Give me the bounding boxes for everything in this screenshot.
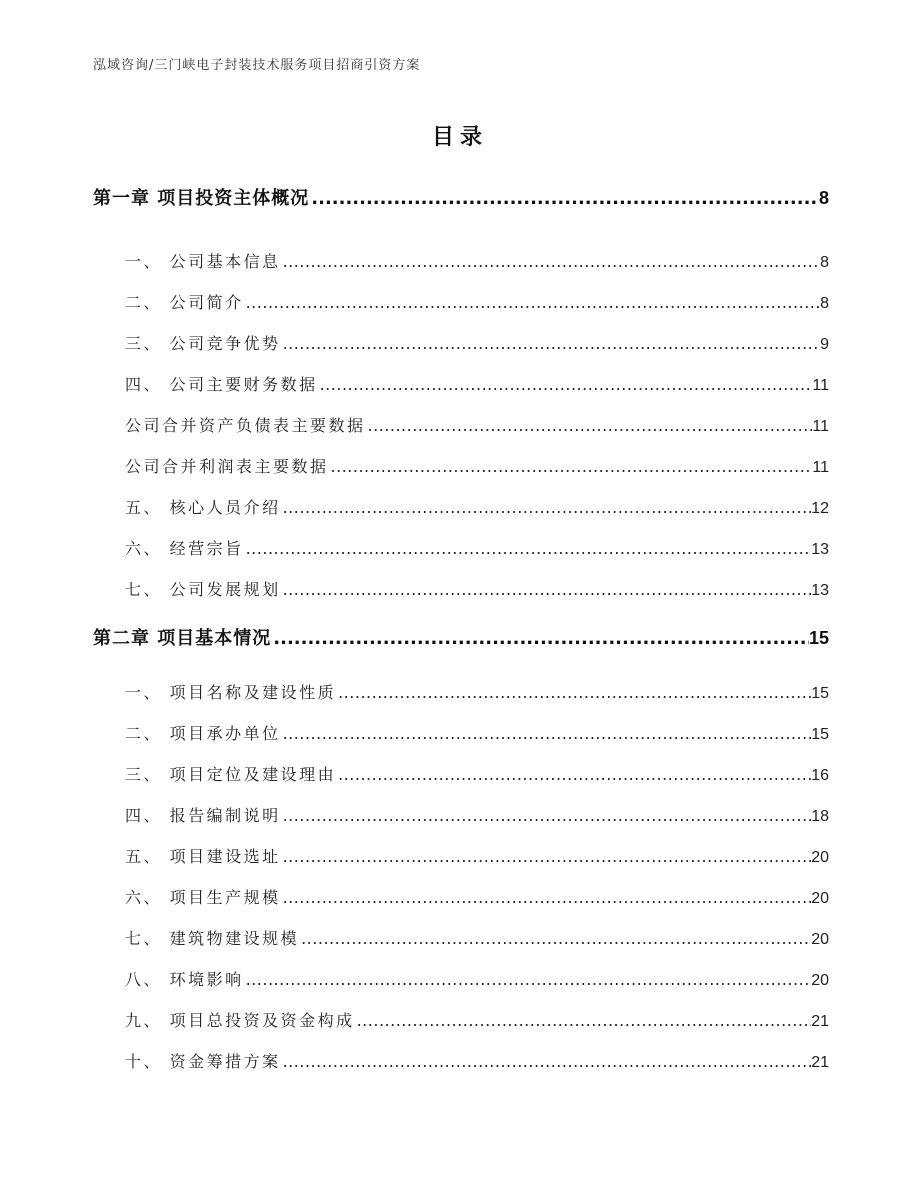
toc-page-number: 11 (812, 459, 829, 476)
toc-entry-label: 一、 项目名称及建设性质 (125, 683, 337, 702)
toc-dot-leader (311, 188, 819, 209)
toc-section-entry[interactable] (93, 577, 829, 600)
toc-page-number: 8 (820, 254, 829, 271)
toc-page-number: 8 (820, 295, 829, 312)
toc-section-entry[interactable] (93, 372, 829, 395)
toc-section-entry[interactable] (93, 1049, 829, 1072)
toc-entry-label: 二、 项目承办单位 (125, 724, 281, 743)
toc-section-entry[interactable] (93, 331, 829, 354)
toc-dot-leader (283, 888, 812, 907)
toc-entry-label: 第二章 项目基本情况 (93, 628, 272, 649)
toc-entry-label: 九、 项目总投资及资金构成 (125, 1011, 355, 1030)
toc-page-number: 21 (811, 1054, 829, 1071)
toc-dot-leader (283, 1052, 812, 1071)
toc-dot-leader (246, 970, 812, 989)
toc-page-number: 20 (811, 931, 829, 948)
toc-section-entry[interactable] (93, 495, 829, 518)
toc-entry-label: 三、 公司竞争优势 (125, 334, 281, 353)
toc-chapter-entry[interactable] (93, 184, 829, 210)
toc-dot-leader (283, 334, 821, 353)
toc-dot-leader (357, 1011, 812, 1030)
toc-dot-leader (273, 628, 809, 649)
toc-dot-leader (338, 683, 811, 702)
toc-dot-leader (320, 375, 813, 394)
toc-section-entry[interactable] (93, 926, 829, 949)
toc-section-entry[interactable] (93, 1008, 829, 1031)
toc-dot-leader (283, 847, 812, 866)
toc-page-number: 16 (811, 767, 829, 784)
toc-dot-leader (283, 724, 812, 743)
toc-entry-label: 八、 环境影响 (125, 970, 244, 989)
toc-page-number: 21 (811, 1013, 829, 1030)
toc-entry-label: 十、 资金筹措方案 (125, 1052, 281, 1071)
toc-section-entry[interactable] (93, 536, 829, 559)
toc-entry-label: 五、 项目建设选址 (125, 847, 281, 866)
toc-entry-label: 四、 报告编制说明 (125, 806, 281, 825)
toc-section-entry[interactable] (93, 454, 829, 477)
toc-dot-leader (283, 806, 812, 825)
toc-page-number: 15 (808, 628, 829, 648)
toc-entry-label: 公司合并利润表主要数据 (125, 457, 329, 476)
toc-entry-label: 五、 核心人员介绍 (125, 498, 281, 517)
toc-page-number: 20 (811, 849, 829, 866)
toc-page-number: 15 (811, 685, 829, 702)
toc-entry-label: 二、 公司简介 (125, 293, 244, 312)
toc-dot-leader (283, 580, 812, 599)
toc-section-entry[interactable] (93, 413, 829, 436)
toc-section-entry[interactable] (93, 885, 829, 908)
toc-page-number: 15 (811, 726, 829, 743)
toc-title: 目录 (431, 125, 488, 150)
toc-dot-leader (283, 498, 812, 517)
toc-entry-label: 三、 项目定位及建设理由 (125, 765, 337, 784)
toc-entry-label: 一、 公司基本信息 (125, 252, 281, 271)
toc-page-number: 11 (812, 418, 829, 435)
toc-entry-label: 公司合并资产负债表主要数据 (125, 416, 366, 435)
toc-dot-leader (246, 293, 821, 312)
toc-page-number: 8 (818, 188, 829, 208)
toc-page-number: 11 (812, 377, 829, 394)
toc-entry-label: 四、 公司主要财务数据 (125, 375, 318, 394)
toc-entry-label: 七、 建筑物建设规模 (125, 929, 300, 948)
toc-section-entry[interactable] (93, 967, 829, 990)
toc-entry-label: 第一章 项目投资主体概况 (93, 188, 310, 209)
toc-dot-leader (283, 252, 821, 271)
document-header: 泓域咨询/三门峡电子封装技术服务项目招商引资方案 (93, 58, 421, 73)
toc-dot-leader (301, 929, 811, 948)
toc-entry-label: 七、 公司发展规划 (125, 580, 281, 599)
toc-dot-leader (338, 765, 811, 784)
toc-page-number: 12 (811, 500, 829, 517)
toc-page-number: 18 (811, 808, 829, 825)
toc-section-entry[interactable] (93, 762, 829, 785)
toc-dot-leader (246, 539, 812, 558)
toc-dot-leader (368, 416, 813, 435)
toc-section-entry[interactable] (93, 803, 829, 826)
toc-section-entry[interactable] (93, 249, 829, 272)
toc-chapter-entry[interactable] (93, 624, 829, 650)
toc-dot-leader (331, 457, 813, 476)
toc-page-number: 20 (811, 972, 829, 989)
toc-page-number: 13 (811, 541, 829, 558)
toc-section-entry[interactable] (93, 721, 829, 744)
toc-page-number: 9 (820, 336, 829, 353)
toc-page-number: 20 (811, 890, 829, 907)
toc-entry-label: 六、 经营宗旨 (125, 539, 244, 558)
toc-entry-label: 六、 项目生产规模 (125, 888, 281, 907)
toc-page-number: 13 (811, 582, 829, 599)
toc-section-entry[interactable] (93, 290, 829, 313)
toc-section-entry[interactable] (93, 844, 829, 867)
toc-section-entry[interactable] (93, 680, 829, 703)
